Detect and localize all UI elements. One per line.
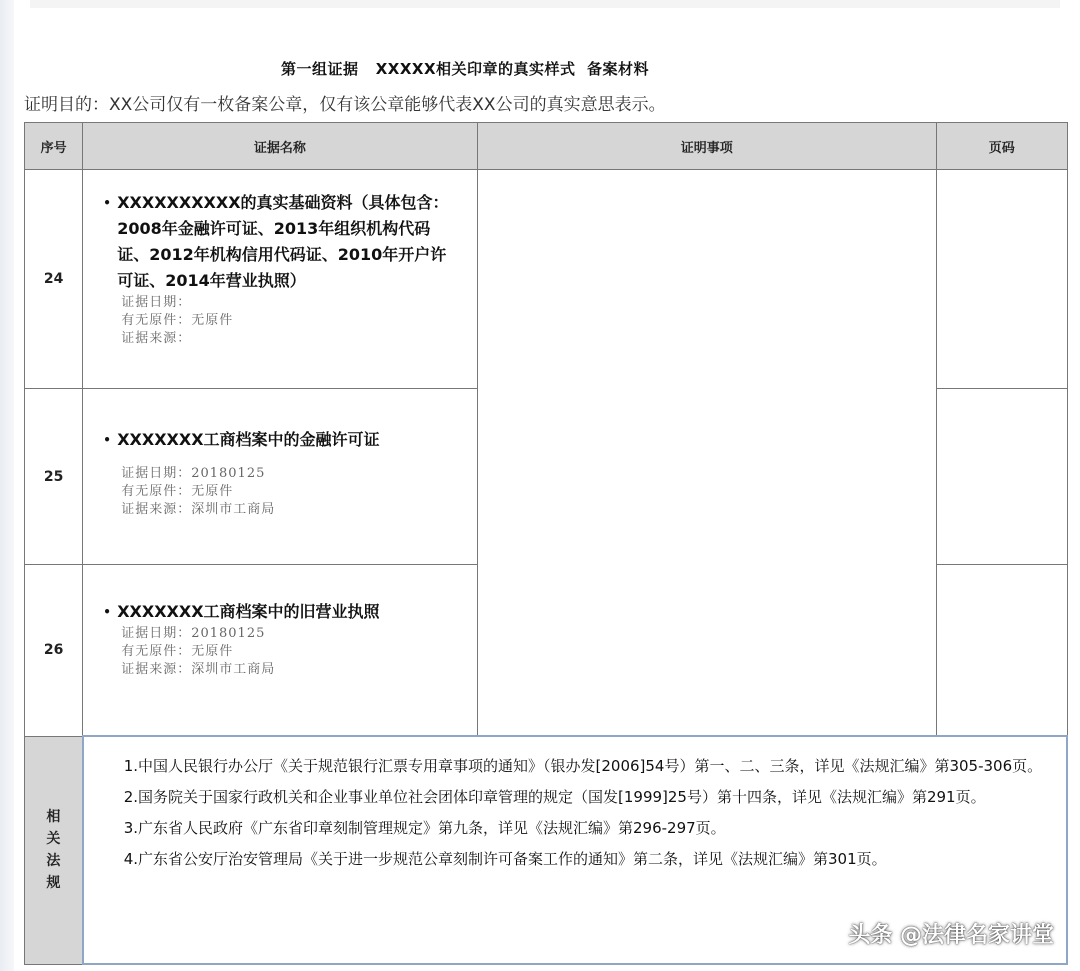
document-title: 第一组证据 XXXXX相关印章的真实样式 备案材料 <box>281 60 649 78</box>
header-page: 页码 <box>937 123 1067 170</box>
evidence-table <box>24 122 1068 965</box>
page-cell <box>937 565 1067 737</box>
evidence-name-cell <box>83 389 477 565</box>
evidence-original: 有无原件：无原件 <box>121 484 234 499</box>
law-item: 4.广东省公安厅治安管理局《关于进一步规范公章刻制许可备案工作的通知》第二条，详见《法规汇编》第301页。 <box>123 850 887 868</box>
bullet-icon: • <box>103 605 111 619</box>
evidence-name-cell <box>83 170 477 389</box>
evidence-original: 有无原件：无原件 <box>121 644 234 659</box>
law-item: 1.中国人民银行办公厅《关于规范银行汇票专用章事项的通知》（银办发[2006]54号）第一、二、三条，详见《法规汇编》第305-306页。 <box>123 757 1043 775</box>
evidence-source: 证据来源：深圳市工商局 <box>121 662 276 677</box>
page-top-edge <box>30 0 1060 8</box>
law-item: 3.广东省人民政府《广东省印章刻制管理规定》第九条，详见《法规汇编》第296-297页。 <box>123 819 726 837</box>
table-row <box>25 170 1068 389</box>
header-seq: 序号 <box>25 123 83 170</box>
evidence-title: • XXXXXXXXXX的真实基础资料（具体包含：2008年金融许可证、2013年组织机构代码证、2012年机构信用代码证、2010年开户许可证、2014年营业执照） <box>83 190 476 294</box>
bullet-icon: • <box>103 433 111 447</box>
evidence-date: 证据日期： <box>121 295 192 310</box>
evidence-title: • XXXXXXX工商档案中的金融许可证 <box>83 427 476 453</box>
page-edge <box>0 0 14 971</box>
page-cell <box>937 170 1067 389</box>
purpose-statement: 证明目的：XX公司仅有一枚备案公章，仅有该公章能够代表XX公司的真实意思表示。 <box>24 95 666 115</box>
evidence-date: 证据日期：20180125 <box>121 626 266 641</box>
laws-label: 相 关 法 规 <box>25 736 83 964</box>
evidence-date: 证据日期：20180125 <box>121 466 266 481</box>
row-seq: 26 <box>25 565 83 737</box>
watermark: 头条 @法律名家讲堂 <box>848 923 1054 948</box>
bullet-icon: • <box>103 196 111 210</box>
page-cell <box>937 389 1067 565</box>
law-item: 2.国务院关于国家行政机关和企业事业单位社会团体印章管理的规定（国发[1999]25号）第十四条，详见《法规汇编》第291页。 <box>123 788 986 806</box>
row-seq: 24 <box>25 170 83 389</box>
table-header-row <box>25 123 1068 170</box>
row-seq: 25 <box>25 389 83 565</box>
header-name: 证据名称 <box>83 123 477 170</box>
header-matter: 证明事项 <box>477 123 937 170</box>
evidence-source: 证据来源： <box>121 331 192 346</box>
evidence-source: 证据来源：深圳市工商局 <box>121 502 276 517</box>
evidence-original: 有无原件：无原件 <box>121 313 234 328</box>
evidence-title: • XXXXXXX工商档案中的旧营业执照 <box>83 599 476 625</box>
matter-cell <box>477 170 937 737</box>
evidence-name-cell <box>83 565 477 737</box>
